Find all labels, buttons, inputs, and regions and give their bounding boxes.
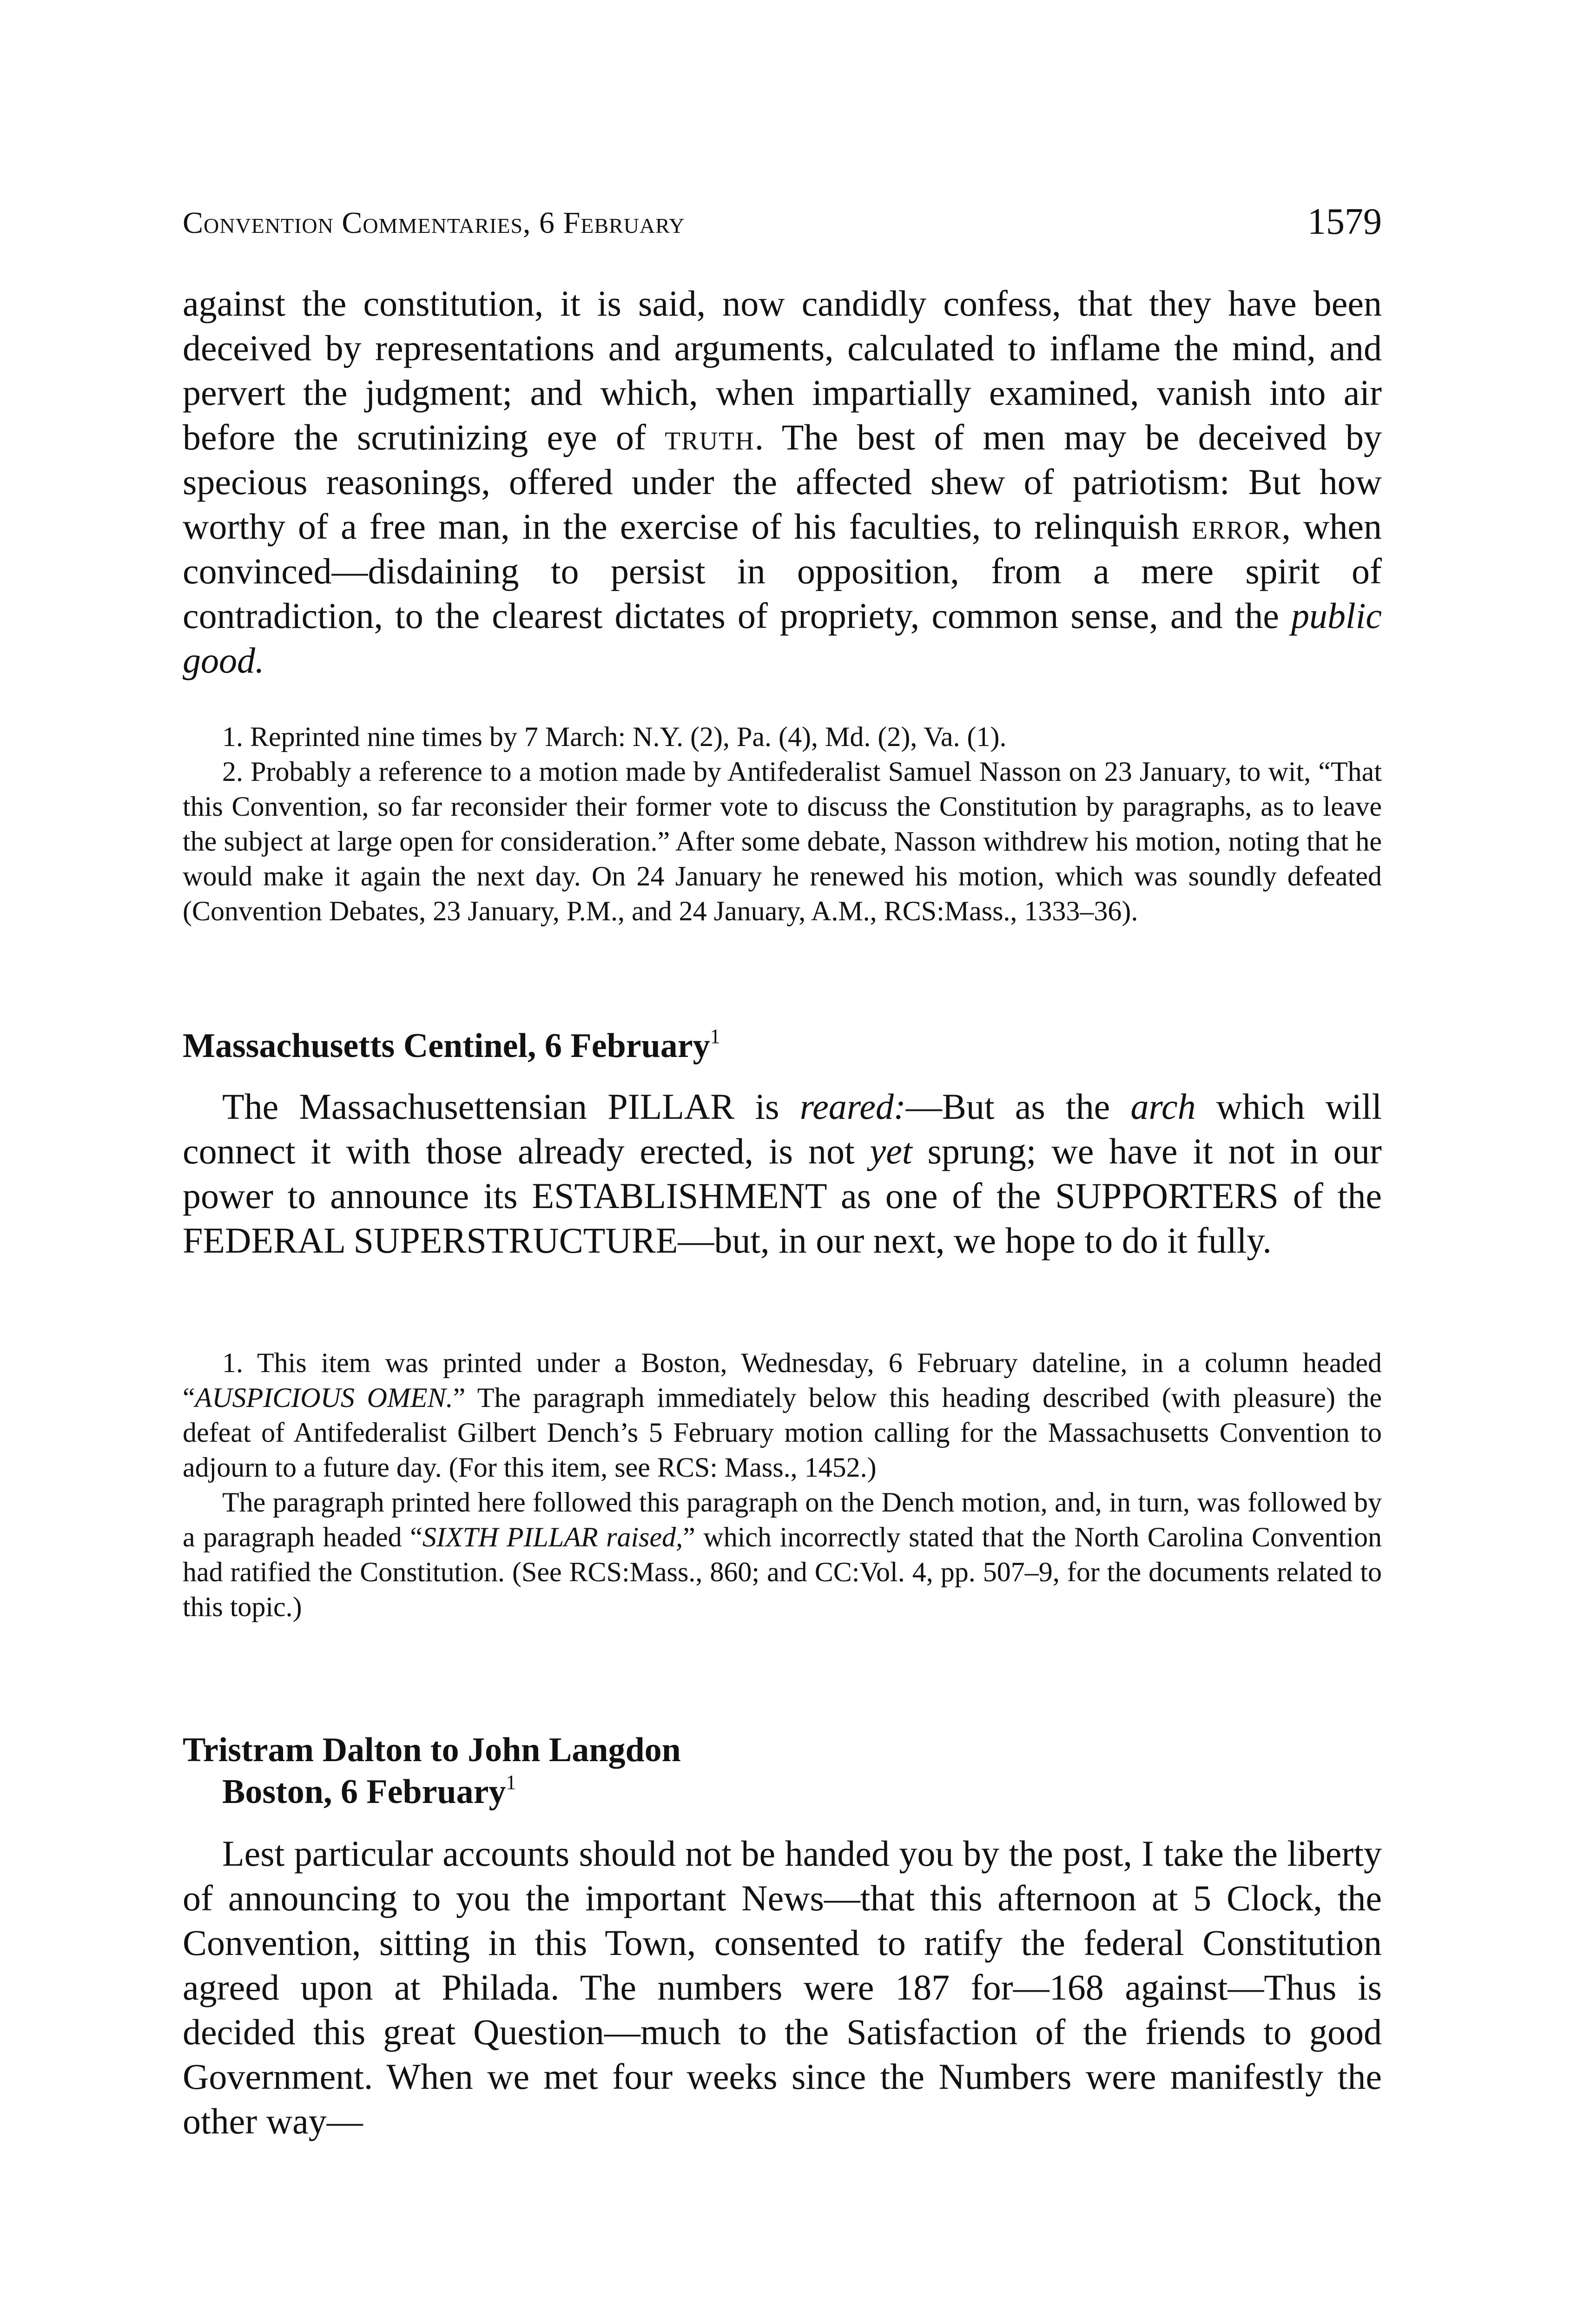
section-heading (183, 1729, 1382, 1813)
footnote-marker: 1 (506, 1771, 516, 1794)
section-dalton-letter (183, 1729, 1382, 2144)
text-run: . The best of men may be deceived by specious reasonings, offered under the affected shew of patriotism: But how worthy of a free man, in the exercise of his faculties, to relinquish (183, 417, 1382, 547)
text-run: sprung; we have it not in our power to announce its ESTABLISHMENT as one of the SUPPORTERS of the FEDERAL SUPERSTRUCTURE—but, in our next, we hope to do it fully. (183, 1131, 1382, 1261)
text-run: ” The paragraph immediately below this heading described (with pleasure) the defeat of Antifederalist Gilbert Dench’s 5 February motion calling for the Massachusetts Convention to adjourn to a future day. (For this item, see RCS: Mass., 1452.) (183, 1382, 1382, 1483)
page-number: 1579 (1307, 201, 1382, 242)
heading-line-1: Tristram Dalton to John Langdon (183, 1731, 681, 1769)
letter-paragraph: Lest particular accounts should not be handed you by the post, I take the liberty of announcing to you the important News—that this afternoon at 5 Clock, the Convention, sitting in this Town, consented to ratify the federal Constitution agreed upon at Philada. The numbers were 187 for—168 against—Thus is decided this great Question—much to the Satisfaction of the friends to good Government. When we met four weeks since the Numbers were manifestly the other way— (183, 1833, 1382, 2141)
page-header (183, 201, 1382, 252)
public-good-italic: public good. (183, 595, 1382, 680)
yet-italic: yet (870, 1131, 912, 1171)
footnotes-section2 (183, 1346, 1382, 1624)
heading-text: Massachusetts Centinel, 6 February (183, 1027, 710, 1065)
footnote-2: 2. Probably a reference to a motion made by Antifederalist Samuel Nasson on 23 January, to wit, “That this Convention, so far reconsider their former vote to discuss the Constitution by paragraphs, as to leave the subject at large open for consideration.” After some debate, Nasson withdrew his motion, noting that he would make it again the next day. On 24 January he renewed his motion, which was soundly defeated (Convention Debates, 23 January, P.M., and 24 January, A.M., RCS:Mass., 1333–36). (183, 756, 1382, 926)
arch-italic: arch (1130, 1086, 1196, 1127)
text-run: The paragraph printed here followed this paragraph on the Dench motion, and, in turn, was followed by a paragraph headed “ (183, 1487, 1382, 1552)
text-run: The Massachusettensian PILLAR is (222, 1086, 800, 1127)
centinel-paragraph (183, 1084, 1382, 1263)
footnotes-section1 (183, 720, 1382, 929)
section-continuation (183, 281, 1382, 683)
heading-text: Boston, 6 February (222, 1773, 506, 1811)
error-smallcaps: error (1192, 506, 1282, 547)
section-heading (183, 1025, 1382, 1067)
continuation-paragraph (183, 281, 1382, 683)
truth-smallcaps: truth (665, 417, 755, 457)
text-run: 1. This item was printed under a Boston, Wednesday, 6 February dateline, in a column headed “ (183, 1347, 1382, 1413)
italic-run: AUSPICIOUS OMEN. (195, 1382, 453, 1413)
footnote-marker: 1 (710, 1025, 720, 1048)
text-run: , when convinced—disdaining to persist in opposition, from a mere spirit of contradiction, to the clearest dictates of propriety, common sense, and the (183, 506, 1382, 636)
section-massachusetts-centinel (183, 1025, 1382, 1263)
text-run: against the constitution, it is said, now candidly confess, that they have been deceived by representations and arguments, calculated to inflame the mind, and pervert the judgment; and which, when impartially examined, vanish into air before the scrutinizing eye of (183, 283, 1382, 457)
italic-run: SIXTH PILLAR raised, (422, 1522, 683, 1552)
text-run: which will connect it with those already erected, is not (183, 1086, 1382, 1171)
footnote-continuation (183, 1485, 1382, 1624)
footnote-1: 1. Reprinted nine times by 7 March: N.Y. (2), Pa. (4), Md. (2), Va. (1). (222, 721, 1007, 752)
heading-line-2 (183, 1771, 1382, 1813)
running-head: Convention Commentaries, 6 February (183, 206, 685, 240)
text-run: —But as the (905, 1086, 1131, 1127)
reared-italic: reared: (799, 1086, 906, 1127)
footnote-1 (183, 1346, 1382, 1485)
text-run: ” which incorrectly stated that the North Carolina Convention had ratified the Constitution. (See RCS:Mass., 860; and CC:Vol. 4, pp. 507–9, for the documents related to this topic.) (183, 1522, 1382, 1622)
